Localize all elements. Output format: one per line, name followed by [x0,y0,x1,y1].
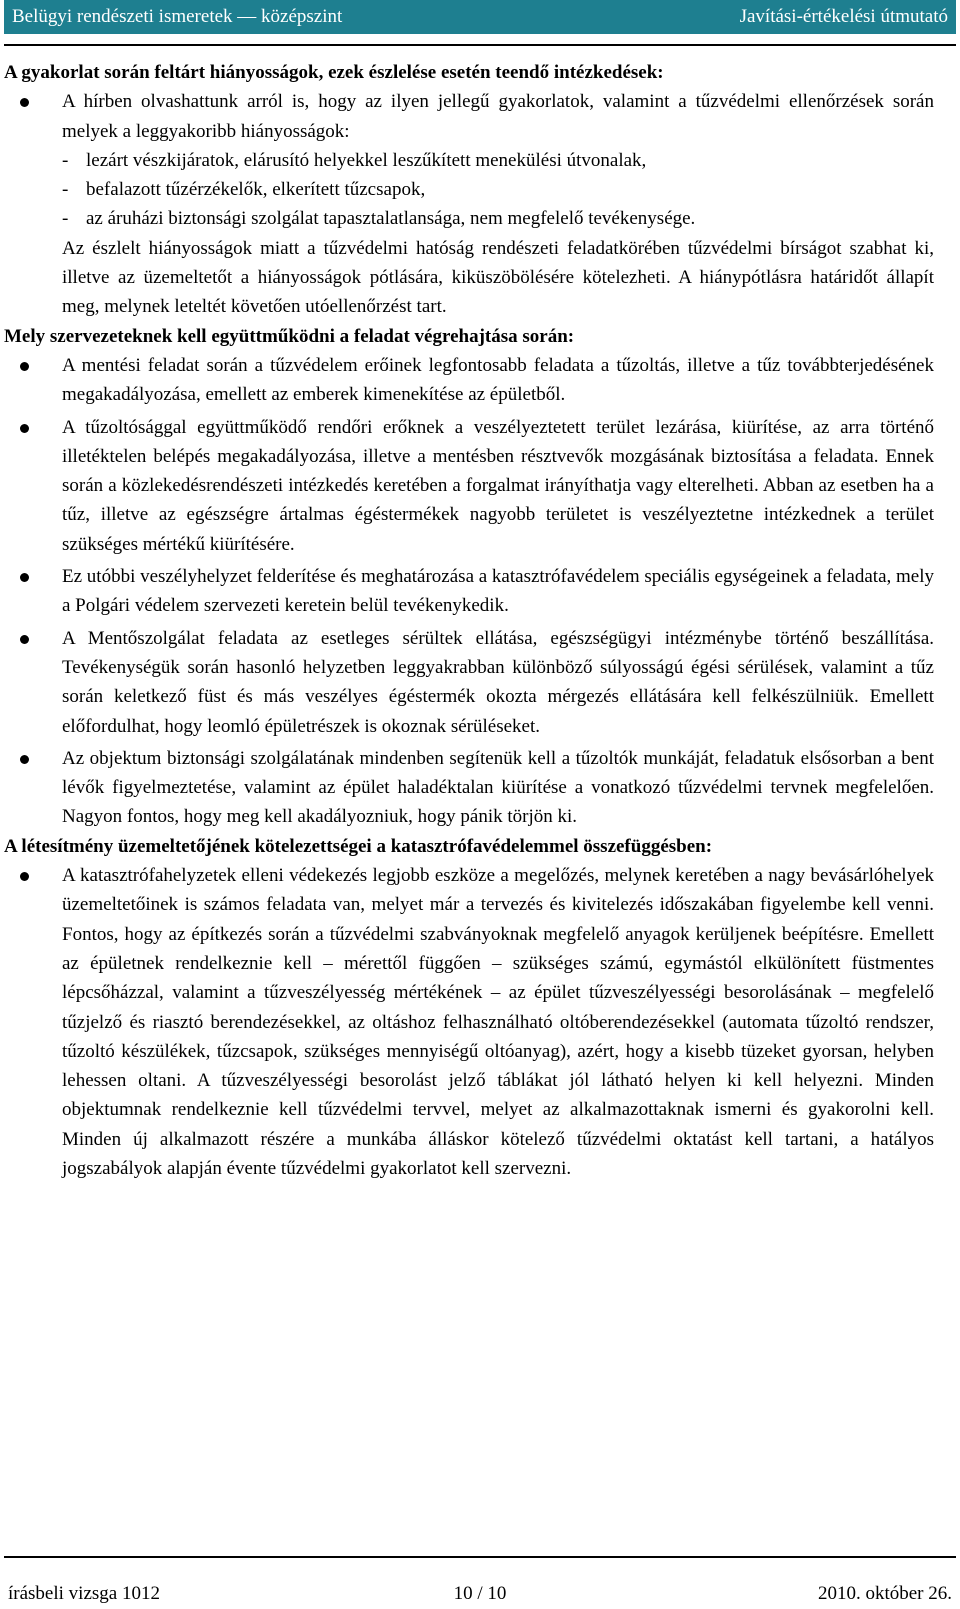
bullet-text: Ez utóbbi veszélyhelyzet felderítése és meghatározása a katasztrófavédelem speciális egységeinek a feladata, mely a Polgári védelem szervezeti keretein belül tevékenykedik. [62,566,934,617]
dash-marker: - [62,208,69,230]
bullet-text: A hírben olvashattunk arról is, hogy az ilyen jellegű gyakorlatok, valamint a tűzvédelmi ellenőrzések során melyek a leggyakoribb hiányosságok: [62,91,934,142]
section-heading: Mely szervezeteknek kell együttműködni a feladat végrehajtása során: [4,325,575,347]
bullet-icon [20,424,29,433]
header-rule [4,44,956,46]
bullet-icon [20,872,29,881]
bullet-item [4,562,934,621]
bullet-list [4,87,934,146]
section-heading: A létesítmény üzemeltetőjének kötelezettségei a katasztrófavédelemmel összefüggésben: [4,835,713,857]
bullet-icon [20,635,29,644]
bullet-icon [20,573,29,582]
header-subject: Belügyi rendészeti ismeretek — középszint [12,6,343,27]
page-header [4,0,956,34]
dash-text: lezárt vészkijáratok, elárusító helyekkel leszűkített menekülési útvonalak, [86,149,647,171]
dash-text: befalazott tűzérzékelők, elkerített tűzcsapok, [86,179,426,201]
dash-item [4,204,934,233]
header-doc-type: Javítási-értékelési útmutató [739,6,948,27]
page-footer [4,1580,956,1608]
bullet-text: A mentési feladat során a tűzvédelem erőinek legfontosabb feladata a tűzoltás, illetve a tűz továbbterjedésének megakadályozása, emellett az emberek kimenekítése az épületből. [62,354,934,406]
bullet-item [4,744,934,832]
bullet-item [4,87,934,146]
bullet-text: A tűzoltósággal együttműködő rendőri erőknek a veszélyeztetett terület lezárása, kiürítése, az arra történő illetéktelen belépés megakadályozása, illetve a mentésben résztvevők mozgásának biztosítása a feladata. Ennek során a közlekedésrendészeti intézkedés keretében a forgalmat irányíthatja vagy elterelheti. Abban az esetben ha a tűz, illetve az egészségre ártalmas égéstermékek nagyobb területet is veszélyeztetne intézkednek a terület szükséges mértékű kiürítésére. [62,416,934,555]
bullet-icon [20,755,29,764]
bullet-item [4,624,934,741]
body-paragraph: Az észlelt hiányosságok miatt a tűzvédelmi hatóság rendészeti feladatkörében tűzvédelmi bírságot szabhat ki, illetve az üzemeltetőt a hiányosságok pótlására, kiküszöbölésére kötelezheti. A hiánypótlásra határidőt állapít meg, melynek leteltét követően utóellenőrzést tart. [62,237,934,318]
bullet-item [4,861,934,1183]
dash-marker: - [62,149,69,171]
bullet-item [4,413,934,559]
dash-marker: - [62,179,69,201]
bullet-item [4,351,934,410]
bullet-text: A katasztrófahelyzetek elleni védekezés legjobb eszköze a megelőzés, melynek keretében a nagy bevásárlóhelyek üzemeltetőinek is számos feladata van, melyet már a tervezés és kivitelezés időszakában figyelembe kell venni. Fontos, hogy az építkezés során a tűzvédelmi szabványoknak megfelelő anyagok kerüljenek beépítésre. Emellett az épületnek rendelkeznie kell – mérettől függően – szükséges számú, egymástól elkülönített füstmentes lépcsőházzal, valamint a tűzveszélyesség mértékének – az épület tűzveszélyességi besorolásának – megfelelő tűzjelző és riasztó berendezésekkel, az oltáshoz felhasználható oltóberendezésekkel (automata tűzoltó rendszer, tűzoltó készülékek, tűzcsapok, szükséges mennyiségű oltóanyag), azért, hogy a kisebb tüzeket gyorsan, helyben lehessen oltani. A tűzveszélyességi besorolást jelző táblákat jól látható helyen ki kell helyezni. Minden objektumnak rendelkeznie kell tűzvédelmi tervvel, melyet az alkalmazottaknak ismerni és gyakorolni kell. Minden új alkalmazott részére a munkába álláskor kötelező tűzvédelmi oktatást kell tartani, a hatályos jogszabályok alapján évente tűzvédelmi gyakorlatot kell szervezni. [62,865,934,1179]
bullet-icon [20,362,29,371]
dash-item [4,146,934,175]
bullet-list [4,351,934,832]
bullet-icon [20,98,29,107]
bullet-text: Az objektum biztonsági szolgálatának mindenben segítenük kell a tűzoltók munkáját, feladatuk elsősorban a bent lévők figyelmeztetése, valamint az épület haladéktalan kiürítése a vonatkozó tűzvédelmi tervnek megfelelően. Nagyon fontos, hogy meg kell akadályozniuk, hogy pánik törjön ki. [62,747,934,828]
footer-exam-id: írásbeli vizsga 1012 [8,1583,160,1604]
page-content [4,58,934,1183]
footer-date: 2010. október 26. [817,1583,952,1604]
bullet-text: A Mentőszolgálat feladata az esetleges sérültek ellátása, egészségügyi intézménybe történő beszállítása. Tevékenységük során hasonló helyzetben leggyakrabban különböző súlyosságú égési sérülések, valamint a tűz során keletkező füst és más veszélyes égéstermék okozta mérgezés ellátására kell felkészülniük. Emellett előfordulhat, hogy leomló épületrészek is okoznak sérüléseket. [62,627,934,737]
bullet-list [4,861,934,1183]
section-heading: A gyakorlat során feltárt hiányosságok, ezek észlelése esetén teendő intézkedések: [4,62,664,83]
dash-text: az áruházi biztonsági szolgálat tapasztalatlansága, nem megfelelő tevékenysége. [86,208,696,230]
footer-rule [4,1556,956,1558]
page-number: 10 / 10 [453,1583,507,1604]
dash-item [4,175,934,204]
